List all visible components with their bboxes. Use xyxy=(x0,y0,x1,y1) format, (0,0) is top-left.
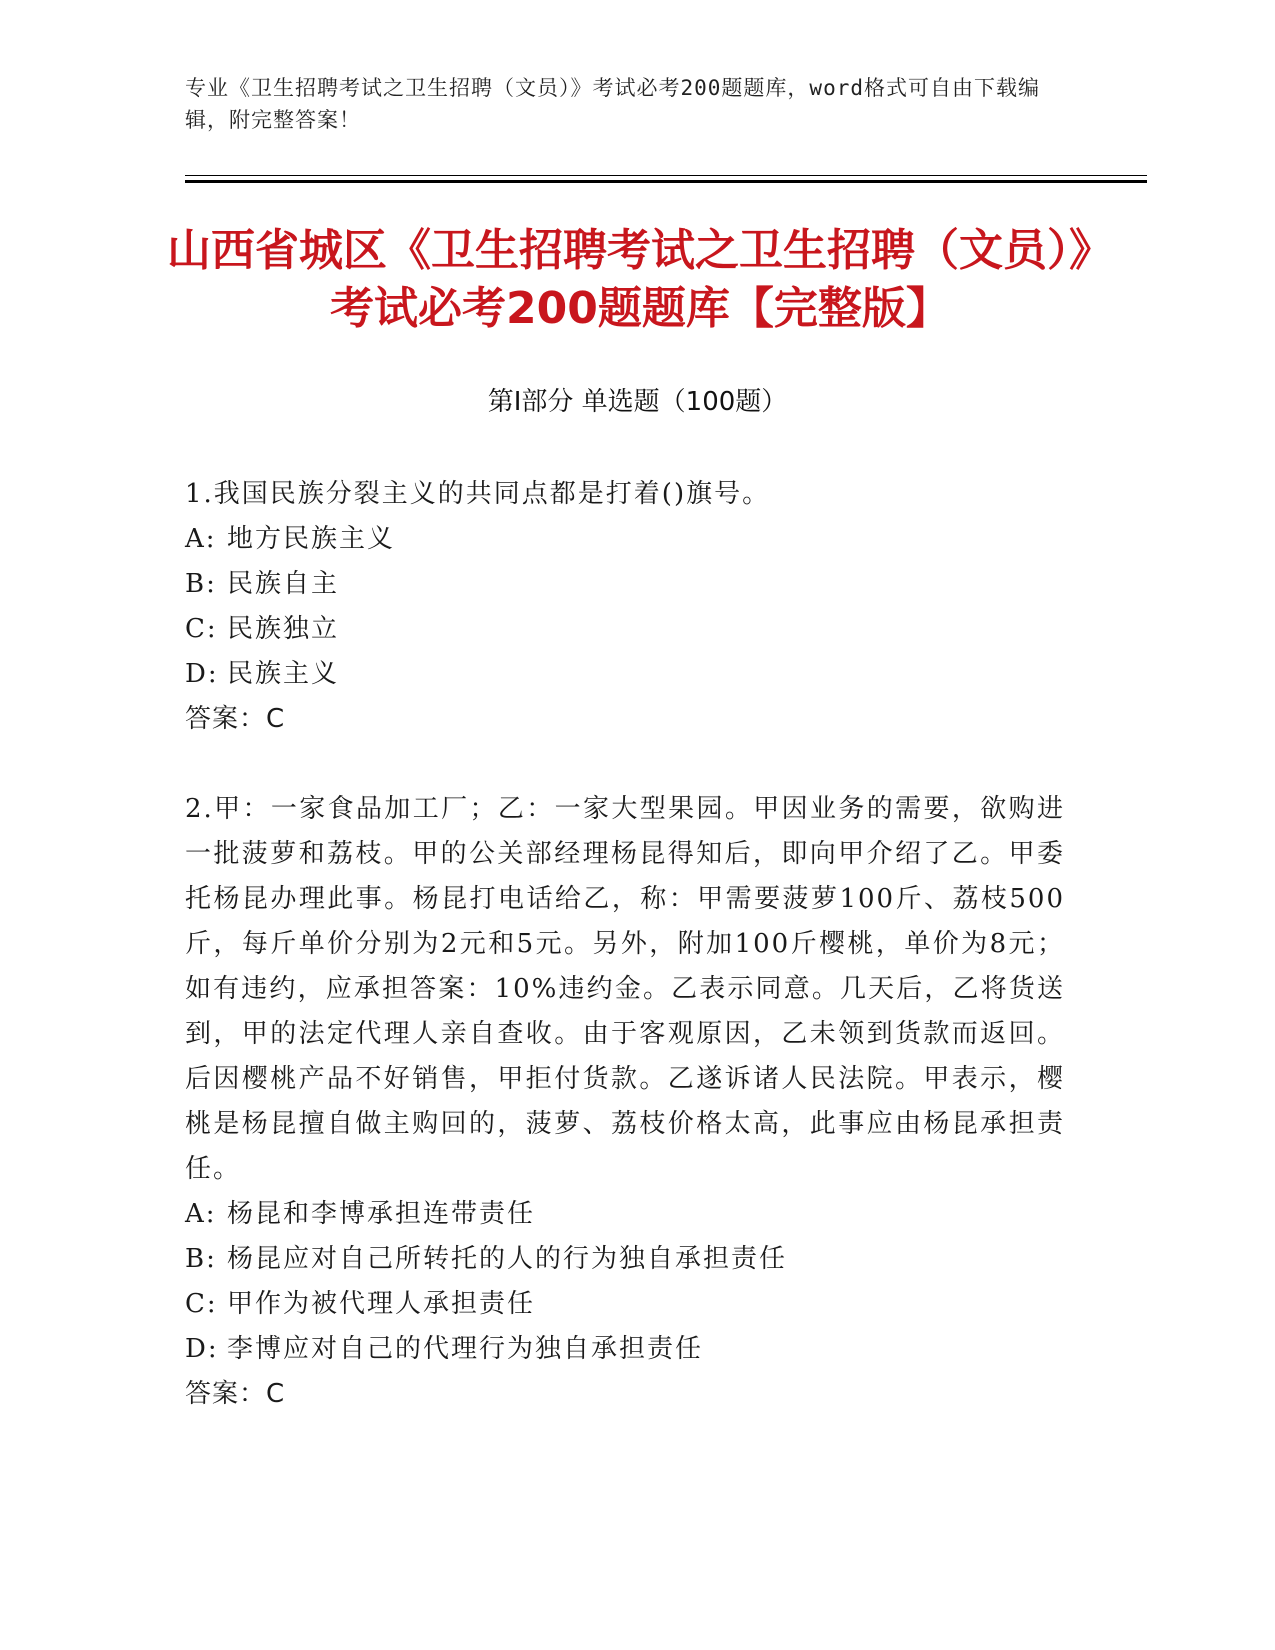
option-b xyxy=(185,1237,1065,1282)
option-text: 李博应对自己的代理行为独自承担责任 xyxy=(227,1334,704,1364)
option-key: A: xyxy=(185,1199,217,1229)
header-note: 专业《卫生招聘考试之卫生招聘（文员）》考试必考200题题库，word格式可自由下载编辑，附完整答案！ xyxy=(185,76,1040,132)
option-key: B: xyxy=(185,569,217,599)
question-stem: 2.甲：一家食品加工厂；乙：一家大型果园。甲因业务的需要，欲购进一批菠萝和荔枝。甲的公关部经理杨昆得知后，即向甲介绍了乙。甲委托杨昆办理此事。杨昆打电话给乙，称：甲需要菠萝100斤、荔枝500斤，每斤单价分别为2元和5元。另外，附加100斤樱桃，单价为8元；如有违约，应承担答案：10%违约金。乙表示同意。几天后，乙将货送到，甲的法定代理人亲自查收。由于客观原因，乙未领到货款而返回。后因樱桃产品不好销售，甲拒付货款。乙遂诉诸人民法院。甲表示，樱桃是杨昆擅自做主购回的，菠萝、荔枝价格太高，此事应由杨昆承担责任。 xyxy=(185,794,1065,1184)
option-key: A: xyxy=(185,524,217,554)
option-d xyxy=(185,1327,1065,1372)
option-b xyxy=(185,562,1065,607)
header-divider-thick xyxy=(185,180,1147,183)
option-d xyxy=(185,652,1065,697)
option-text: 地方民族主义 xyxy=(227,524,396,554)
question-stem: 1.我国民族分裂主义的共同点都是打着()旗号。 xyxy=(185,479,771,509)
option-text: 民族主义 xyxy=(227,659,340,689)
option-text: 杨昆应对自己所转托的人的行为独自承担责任 xyxy=(227,1244,788,1274)
option-c xyxy=(185,1282,1065,1327)
section-heading: 第Ⅰ部分 单选题（100题） xyxy=(487,387,788,417)
option-key: C: xyxy=(185,1289,218,1319)
option-key: D: xyxy=(185,1334,219,1364)
header-divider-thin xyxy=(185,175,1147,176)
document-title: 山西省城区《卫生招聘考试之卫生招聘（文员）》考试必考200题题库【完整版】 xyxy=(167,225,1113,334)
answer-line: 答案：C xyxy=(185,704,286,734)
question-block xyxy=(185,472,1065,742)
option-text: 甲作为被代理人承担责任 xyxy=(227,1289,536,1319)
option-text: 民族独立 xyxy=(227,614,340,644)
option-key: B: xyxy=(185,1244,217,1274)
option-a xyxy=(185,1192,1065,1237)
option-key: C: xyxy=(185,614,218,644)
option-text: 民族自主 xyxy=(227,569,340,599)
option-key: D: xyxy=(185,659,219,689)
option-c xyxy=(185,607,1065,652)
option-a xyxy=(185,517,1065,562)
answer-line: 答案：C xyxy=(185,1379,286,1409)
question-block xyxy=(185,787,1065,1417)
option-text: 杨昆和李博承担连带责任 xyxy=(227,1199,536,1229)
